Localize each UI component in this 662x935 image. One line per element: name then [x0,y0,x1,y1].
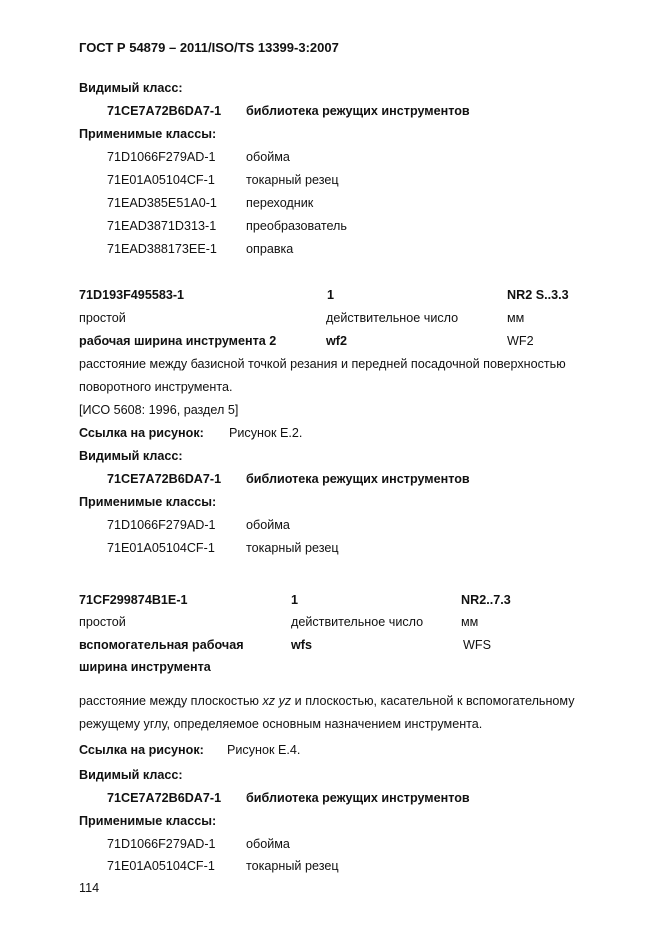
visible-class-name: библиотека режущих инструментов [246,472,470,486]
page-number: 114 [79,881,100,895]
property-version: 1 [291,593,299,607]
property-name: вспомогательная рабочая [79,638,244,652]
applicable-class-name: токарный резец [246,859,339,873]
definition-text: и плоскостью, касательной к вспомогательному [291,694,575,708]
property-datatype: действительное число [291,615,424,629]
figure-ref-label: Ссылка на рисунок: [79,743,204,757]
visible-class-name: библиотека режущих инструментов [246,791,470,805]
visible-class-label: Видимый класс: [79,449,183,463]
property-source: [ИСО 5608: 1996, раздел 5] [79,403,239,417]
applicable-class-name: преобразователь [246,219,347,233]
applicable-class-name: обойма [246,518,290,532]
visible-class-label: Видимый класс: [79,768,183,782]
applicable-class-code: 71EAD3871D313-1 [107,219,217,233]
property-symbol: wfs [291,638,312,652]
applicable-class-name: токарный резец [246,541,339,555]
applicable-class-code: 71D1066F279AD-1 [107,518,216,532]
applicable-classes-label: Применимые классы: [79,814,217,828]
visible-class-label: Видимый класс: [79,81,183,95]
property-definition: поворотного инструмента. [79,380,233,394]
property-format: NR2 S..3.3 [507,288,569,302]
property-code: 71CF299874B1E-1 [79,593,188,607]
applicable-class-code: 71E01A05104CF-1 [107,173,215,187]
property-unit: мм [461,615,479,629]
applicable-class-code: 71E01A05104CF-1 [107,541,215,555]
applicable-class-name: оправка [246,242,294,256]
property-definition [79,693,575,709]
property-name: ширина инструмента [79,660,211,674]
applicable-class-code: 71EAD385E51A0-1 [107,196,217,210]
visible-class-code: 71CE7A72B6DA7-1 [107,472,222,486]
property-short-name: WFS [463,638,491,652]
document-header: ГОСТ Р 54879 – 2011/ISO/TS 13399-3:2007 [79,40,339,55]
figure-ref-label: Ссылка на рисунок: [79,426,204,440]
property-datatype: действительное число [326,311,459,325]
property-unit: мм [507,311,525,325]
definition-plane-symbols: xz yz [262,694,292,708]
applicable-class-name: токарный резец [246,173,339,187]
visible-class-code: 71CE7A72B6DA7-1 [107,791,222,805]
property-type: простой [79,311,126,325]
property-definition: режущему углу, определяемое основным назначением инструмента. [79,717,483,731]
applicable-classes-label: Применимые классы: [79,127,217,141]
property-short-name: WF2 [507,334,534,348]
visible-class-name: библиотека режущих инструментов [246,104,470,118]
property-code: 71D193F495583-1 [79,288,185,302]
property-type: простой [79,615,126,629]
property-name: рабочая ширина инструмента 2 [79,334,277,348]
applicable-class-code: 71D1066F279AD-1 [107,150,216,164]
figure-ref-value: Рисунок Е.4. [227,743,301,757]
applicable-class-code: 71D1066F279AD-1 [107,837,216,851]
applicable-class-name: переходник [246,196,314,210]
applicable-class-name: обойма [246,837,290,851]
property-format: NR2..7.3 [461,593,511,607]
property-symbol: wf2 [326,334,347,348]
property-definition: расстояние между базисной точкой резания и передней посадочной поверхностью [79,357,566,371]
applicable-class-name: обойма [246,150,290,164]
figure-ref-value: Рисунок Е.2. [229,426,303,440]
applicable-class-code: 71E01A05104CF-1 [107,859,215,873]
definition-text: расстояние между плоскостью [79,694,263,708]
property-version: 1 [327,288,335,302]
visible-class-code: 71CE7A72B6DA7-1 [107,104,222,118]
applicable-classes-label: Применимые классы: [79,495,217,509]
applicable-class-code: 71EAD388173EE-1 [107,242,217,256]
